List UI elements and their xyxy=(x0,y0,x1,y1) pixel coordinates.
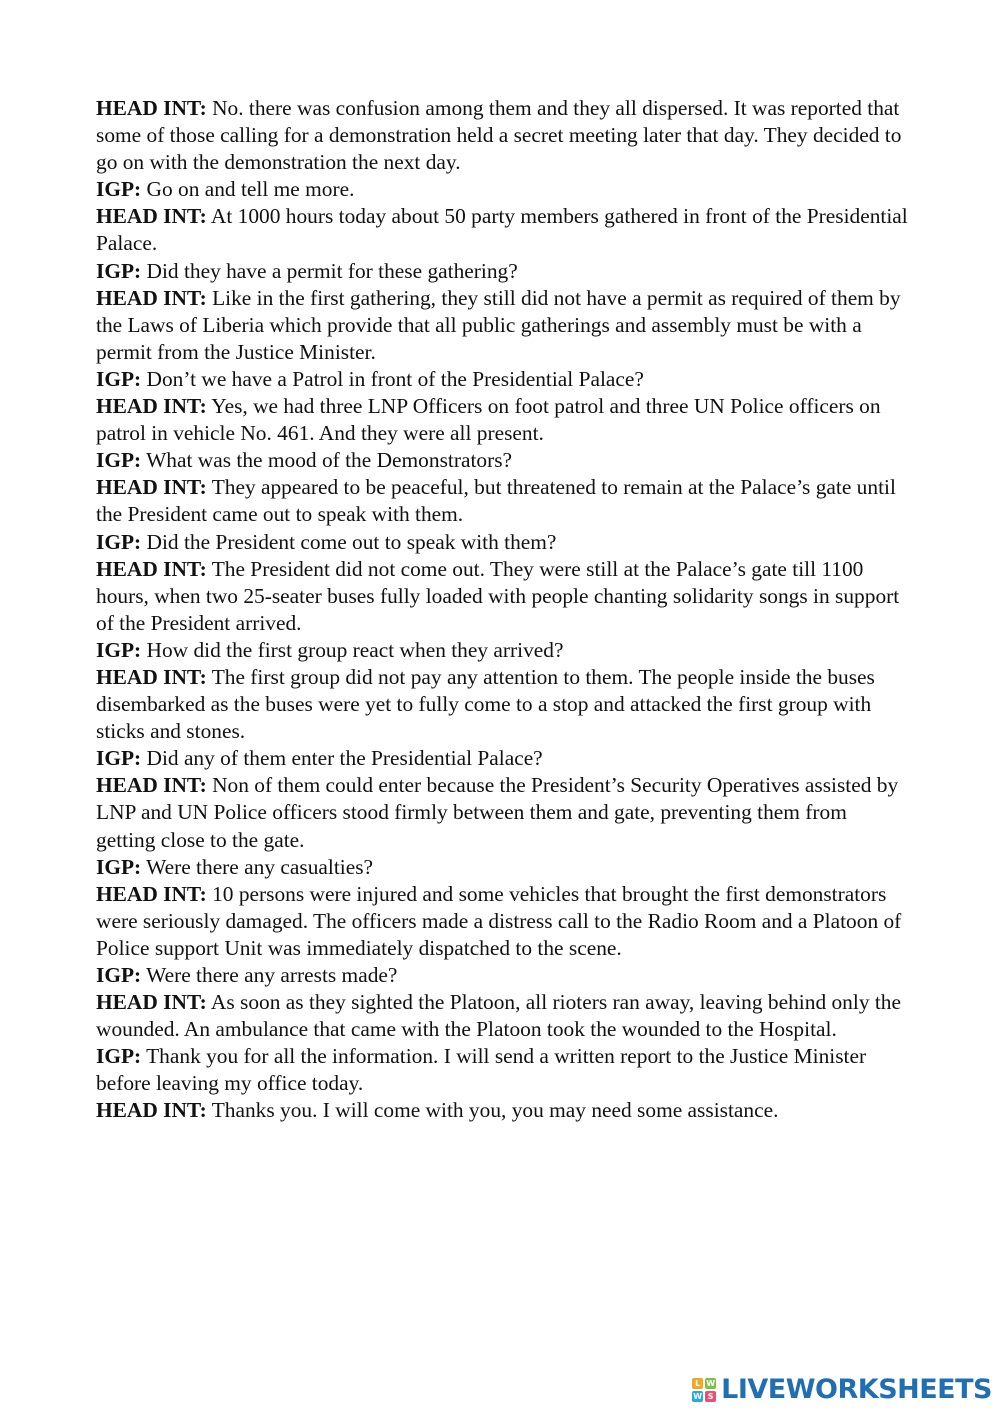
dialogue-text: The President did not come out. They were still at the Palace’s gate till 1100 hours, when two 25-seater buses fully loaded with people chanting solidarity songs in support of the President arrived. xyxy=(96,556,900,635)
dialogue-line xyxy=(96,854,911,881)
logo-mark-tile: L xyxy=(692,1378,703,1389)
logo-wordmark: LIVEWORKSHEETS xyxy=(721,1374,992,1405)
liveworksheets-logo-icon xyxy=(692,1378,716,1402)
logo-mark-tile: S xyxy=(705,1391,716,1402)
speaker-label: HEAD INT: xyxy=(96,96,207,120)
speaker-label: IGP: xyxy=(96,746,142,771)
dialogue-text: Were there any casualties? xyxy=(141,854,374,879)
dialogue-line xyxy=(96,474,911,528)
dialogue-text: Thank you for all the information. I will send a written report to the Justice Minister before leaving my office today. xyxy=(96,1044,867,1096)
dialogue-text: Go on and tell me more. xyxy=(141,177,355,202)
speaker-label: IGP: xyxy=(96,854,142,879)
speaker-label: IGP: xyxy=(96,448,142,473)
speaker-label: IGP: xyxy=(96,637,142,662)
dialogue-line xyxy=(96,285,911,366)
dialogue-line xyxy=(96,664,911,745)
dialogue-line xyxy=(96,1097,911,1124)
dialogue-line xyxy=(96,366,911,393)
dialogue-text: Like in the first gathering, they still did not have a permit as required of them by the Laws of Liberia which provide that all public gatherings and assembly must be with a permit from the Justice Minister. xyxy=(96,285,901,364)
speaker-label: HEAD INT: xyxy=(96,285,207,310)
dialogue-line xyxy=(96,176,911,203)
dialogue-text: 10 persons were injured and some vehicles that brought the first demonstrators were seriously damaged. The officers made a distress call to the Radio Room and a Platoon of Police support Unit was immediately dispatched to the scene. xyxy=(96,881,902,960)
dialogue-text: As soon as they sighted the Platoon, all rioters ran away, leaving behind only the wounded. An ambulance that came with the Platoon took the wounded to the Hospital. xyxy=(96,990,901,1042)
dialogue-text: At 1000 hours today about 50 party members gathered in front of the Presidential Palace. xyxy=(96,204,908,256)
dialogue-line xyxy=(96,989,911,1043)
speaker-label: HEAD INT: xyxy=(96,664,207,689)
speaker-label: IGP: xyxy=(96,963,142,987)
dialogue-text: No. there was confusion among them and they all dispersed. It was reported that some of those calling for a demonstration held a secret meeting later that day. They decided to go on with the demonstration the next day. xyxy=(96,96,902,175)
speaker-label: HEAD INT: xyxy=(96,990,207,1015)
dialogue-line xyxy=(96,393,911,447)
dialogue-line xyxy=(96,203,911,257)
dialogue-line xyxy=(96,962,911,989)
dialogue-line xyxy=(96,1043,911,1097)
dialogue-text: What was the mood of the Demonstrators? xyxy=(141,448,513,473)
dialogue-line xyxy=(96,95,911,176)
dialogue-line xyxy=(96,745,911,772)
dialogue-text: Were there any arrests made? xyxy=(141,963,398,987)
liveworksheets-logo xyxy=(692,1374,992,1405)
dialogue-line xyxy=(96,772,911,853)
dialogue-line xyxy=(96,529,911,556)
dialogue-text: Yes, we had three LNP Officers on foot patrol and three UN Police officers on patrol in vehicle No. 461. And they were all present. xyxy=(96,394,881,446)
dialogue-text: Non of them could enter because the President’s Security Operatives assisted by LNP and UN Police officers stood firmly between them and gate, preventing them from getting close to the gate. xyxy=(96,773,899,852)
speaker-label: HEAD INT: xyxy=(96,556,207,581)
speaker-label: HEAD INT: xyxy=(96,394,207,419)
dialogue-text: Thanks you. I will come with you, you may need some assistance. xyxy=(206,1098,779,1123)
dialogue-text: How did the first group react when they arrived? xyxy=(141,637,564,662)
speaker-label: HEAD INT: xyxy=(96,881,207,906)
dialogue-text: They appeared to be peaceful, but threatened to remain at the Palace’s gate until the President came out to speak with them. xyxy=(96,475,896,527)
dialogue-line xyxy=(96,556,911,637)
dialogue-text: Did the President come out to speak with them? xyxy=(141,529,557,554)
dialogue-line xyxy=(96,881,911,962)
dialogue-text: Did any of them enter the Presidential Palace? xyxy=(141,746,543,771)
dialogue-text: The first group did not pay any attention to them. The people inside the buses disembarked as the buses were yet to fully come to a stop and attacked the first group with sticks and stones. xyxy=(96,664,875,744)
speaker-label: IGP: xyxy=(96,366,142,391)
speaker-label: HEAD INT: xyxy=(96,475,207,500)
logo-mark-tile: W xyxy=(693,1391,703,1401)
speaker-label: HEAD INT: xyxy=(96,773,207,798)
speaker-label: IGP: xyxy=(96,258,142,283)
dialogue-text: Did they have a permit for these gathering? xyxy=(141,258,518,283)
speaker-label: HEAD INT: xyxy=(96,204,207,229)
speaker-label: HEAD INT: xyxy=(96,1098,207,1123)
dialogue-line xyxy=(96,258,911,285)
speaker-label: IGP: xyxy=(96,177,142,202)
dialogue-text: Don’t we have a Patrol in front of the Presidential Palace? xyxy=(141,366,644,391)
speaker-label: IGP: xyxy=(96,1044,142,1069)
dialogue-line xyxy=(96,447,911,474)
logo-mark-tile: W xyxy=(706,1378,716,1388)
speaker-label: IGP: xyxy=(96,529,142,554)
dialogue-transcript xyxy=(96,95,911,1125)
dialogue-line xyxy=(96,637,911,664)
